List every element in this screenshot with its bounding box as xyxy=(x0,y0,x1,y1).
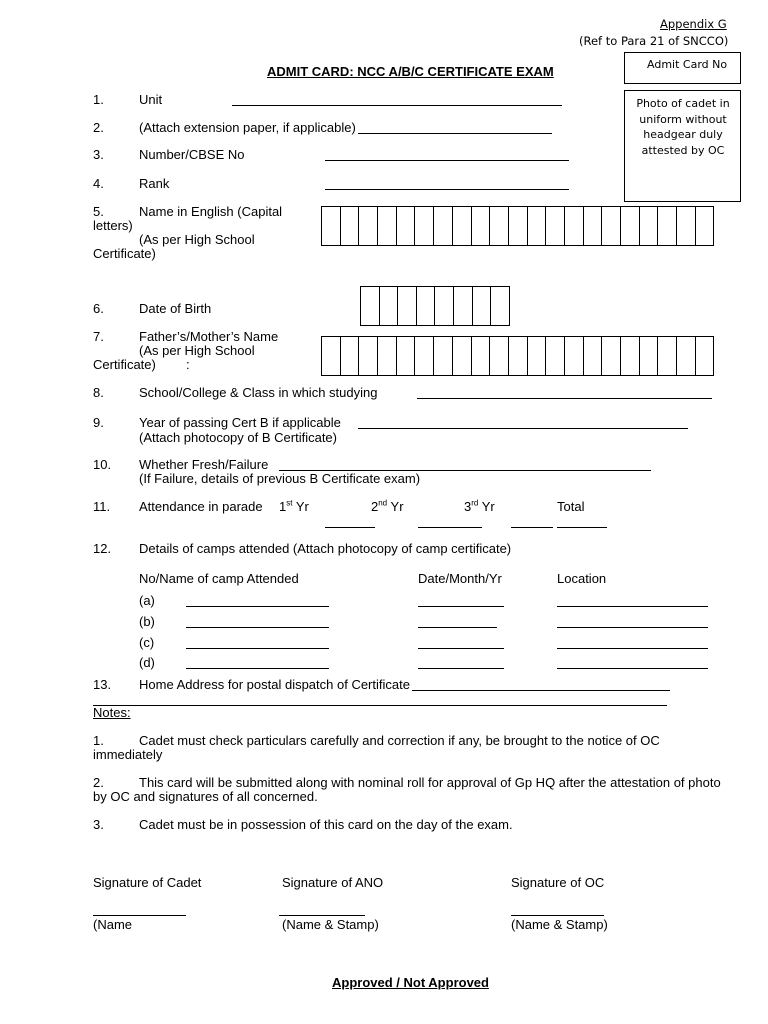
camp-date-field[interactable] xyxy=(418,668,504,669)
item-number: 2. xyxy=(93,120,104,135)
digit-box[interactable] xyxy=(361,286,380,326)
photo-box[interactable] xyxy=(624,90,741,202)
extension-paper-field[interactable] xyxy=(358,133,552,134)
letter-box[interactable] xyxy=(677,336,696,376)
letter-box[interactable] xyxy=(322,336,341,376)
rank-label: Rank xyxy=(139,176,170,191)
home-address-field-line2[interactable] xyxy=(93,705,667,706)
camp-location-field[interactable] xyxy=(557,668,708,669)
letter-box[interactable] xyxy=(359,336,378,376)
cbse-number-field[interactable] xyxy=(325,160,569,161)
letter-box[interactable] xyxy=(546,336,565,376)
parent-name-boxes[interactable] xyxy=(321,336,714,376)
item-number: 11. xyxy=(93,499,111,514)
letter-box[interactable] xyxy=(528,206,547,246)
letter-box[interactable] xyxy=(472,336,491,376)
letter-box[interactable] xyxy=(640,336,659,376)
letter-box[interactable] xyxy=(341,336,360,376)
third-year-label: 3rd Yr xyxy=(464,498,495,514)
dob-boxes[interactable] xyxy=(360,286,510,326)
letter-box[interactable] xyxy=(434,206,453,246)
school-class-label: School/College & Class in which studying xyxy=(139,385,378,400)
rank-field[interactable] xyxy=(325,189,569,190)
name-english-label-cont: letters) xyxy=(93,218,133,233)
name-english-label: Name in English (Capital xyxy=(139,204,283,219)
item-number: 10. xyxy=(93,457,112,472)
camp-date-field[interactable] xyxy=(418,606,504,607)
camp-date-field[interactable] xyxy=(418,648,504,649)
camp-row-label: (d) xyxy=(139,655,155,670)
cbse-number-label: Number/CBSE No xyxy=(139,147,245,162)
note-3: Cadet must be in possession of this card on the day of the exam. xyxy=(139,817,513,832)
letter-box[interactable] xyxy=(658,206,677,246)
signature-oc-field[interactable] xyxy=(511,915,604,916)
signature-cadet-label: Signature of Cadet xyxy=(93,875,202,890)
letter-box[interactable] xyxy=(528,336,547,376)
digit-box[interactable] xyxy=(491,286,510,326)
oc-name-stamp-label: (Name & Stamp) xyxy=(511,917,608,932)
second-year-label: 2nd Yr xyxy=(371,498,404,514)
camp-row-label: (a) xyxy=(139,593,155,608)
cert-b-year-label: Year of passing Cert B if applicable xyxy=(139,415,341,430)
camp-name-field[interactable] xyxy=(186,648,329,649)
camp-name-field[interactable] xyxy=(186,668,329,669)
item-number: 4. xyxy=(93,176,104,191)
total-field[interactable] xyxy=(557,527,607,528)
digit-box[interactable] xyxy=(473,286,492,326)
letter-box[interactable] xyxy=(602,336,621,376)
letter-box[interactable] xyxy=(453,206,472,246)
signature-ano-label: Signature of ANO xyxy=(282,875,384,890)
name-english-boxes[interactable] xyxy=(321,206,714,246)
letter-box[interactable] xyxy=(621,336,640,376)
cert-b-year-field[interactable] xyxy=(358,428,688,429)
letter-box[interactable] xyxy=(415,336,434,376)
approval-status: Approved / Not Approved xyxy=(332,975,489,990)
item-number: 3. xyxy=(93,147,104,162)
fresh-failure-note: (If Failure, details of previous B Certificate exam) xyxy=(139,471,421,486)
letter-box[interactable] xyxy=(696,206,715,246)
fresh-failure-field[interactable] xyxy=(279,470,651,471)
name-english-note: (As per High School xyxy=(139,232,255,247)
note-1-cont: immediately xyxy=(93,747,163,762)
item-number: 12. xyxy=(93,541,112,556)
item-number: 13. xyxy=(93,677,112,692)
letter-box[interactable] xyxy=(378,206,397,246)
digit-box[interactable] xyxy=(398,286,417,326)
parent-name-label: Father’s/Mother’s Name xyxy=(139,329,279,344)
signature-ano-field[interactable] xyxy=(279,915,365,916)
camp-name-header: No/Name of camp Attended xyxy=(139,571,299,586)
note-number: 3. xyxy=(93,817,104,832)
extension-paper-label: (Attach extension paper, if applicable) xyxy=(139,120,356,135)
appendix-label: Appendix G xyxy=(660,17,727,31)
letter-box[interactable] xyxy=(546,206,565,246)
parent-name-note: (As per High School xyxy=(139,343,255,358)
colon: : xyxy=(186,357,190,372)
cadet-name-label: (Name xyxy=(93,917,133,932)
letter-box[interactable] xyxy=(696,336,715,376)
letter-box[interactable] xyxy=(565,206,584,246)
item-number: 5. xyxy=(93,204,104,219)
cert-b-note: (Attach photocopy of B Certificate) xyxy=(139,430,337,445)
photo-box-text: Photo of cadet in uniform without headgear duly attested by OC xyxy=(636,97,730,157)
name-english-note-cont: Certificate) xyxy=(93,246,156,261)
item-number: 8. xyxy=(93,385,104,400)
camp-location-field[interactable] xyxy=(557,627,708,628)
letter-box[interactable] xyxy=(509,336,528,376)
camps-label: Details of camps attended (Attach photocopy of camp certificate) xyxy=(139,541,512,556)
letter-box[interactable] xyxy=(565,336,584,376)
admit-card-no-label: Admit Card No xyxy=(647,58,728,71)
camp-date-header: Date/Month/Yr xyxy=(418,571,502,586)
letter-box[interactable] xyxy=(677,206,696,246)
attendance-label: Attendance in parade xyxy=(139,499,263,514)
camp-name-field[interactable] xyxy=(186,606,329,607)
admit-card-no-box[interactable] xyxy=(624,52,741,84)
letter-box[interactable] xyxy=(584,206,603,246)
fresh-failure-label: Whether Fresh/Failure xyxy=(139,457,269,472)
unit-label: Unit xyxy=(139,92,163,107)
dob-label: Date of Birth xyxy=(139,301,212,316)
letter-box[interactable] xyxy=(341,206,360,246)
item-number: 1. xyxy=(93,92,104,107)
letter-box[interactable] xyxy=(359,206,378,246)
letter-box[interactable] xyxy=(378,336,397,376)
home-address-label: Home Address for postal dispatch of Certificate xyxy=(139,677,410,692)
letter-box[interactable] xyxy=(658,336,677,376)
digit-box[interactable] xyxy=(380,286,399,326)
camp-name-field[interactable] xyxy=(186,627,329,628)
digit-box[interactable] xyxy=(454,286,473,326)
digit-box[interactable] xyxy=(417,286,436,326)
item-number: 7. xyxy=(93,329,104,344)
camp-row-label: (b) xyxy=(139,614,155,629)
note-number: 1. xyxy=(93,733,104,748)
camp-row-label: (c) xyxy=(139,635,155,650)
letter-box[interactable] xyxy=(434,336,453,376)
camp-location-field[interactable] xyxy=(557,648,708,649)
note-2-cont: by OC and signatures of all concerned. xyxy=(93,789,318,804)
item-number: 6. xyxy=(93,301,104,316)
second-year-field[interactable] xyxy=(418,527,482,528)
item-number: 9. xyxy=(93,415,104,430)
notes-heading: Notes: xyxy=(93,705,131,720)
page-title: ADMIT CARD: NCC A/B/C CERTIFICATE EXAM xyxy=(267,64,554,79)
letter-box[interactable] xyxy=(621,206,640,246)
camp-location-field[interactable] xyxy=(557,606,708,607)
letter-box[interactable] xyxy=(490,336,509,376)
letter-box[interactable] xyxy=(509,206,528,246)
letter-box[interactable] xyxy=(397,206,416,246)
parent-name-note-cont: Certificate) xyxy=(93,357,156,372)
letter-box[interactable] xyxy=(584,336,603,376)
letter-box[interactable] xyxy=(453,336,472,376)
letter-box[interactable] xyxy=(415,206,434,246)
signature-cadet-field[interactable] xyxy=(93,915,186,916)
unit-field[interactable] xyxy=(232,105,562,106)
first-year-field[interactable] xyxy=(325,527,375,528)
letter-box[interactable] xyxy=(322,206,341,246)
letter-box[interactable] xyxy=(602,206,621,246)
note-2: This card will be submitted along with nominal roll for approval of Gp HQ after the attestation of photo xyxy=(139,775,721,790)
letter-box[interactable] xyxy=(490,206,509,246)
note-number: 2. xyxy=(93,775,104,790)
letter-box[interactable] xyxy=(472,206,491,246)
camp-date-field[interactable] xyxy=(418,627,497,628)
letter-box[interactable] xyxy=(640,206,659,246)
signature-oc-label: Signature of OC xyxy=(511,875,605,890)
total-label: Total xyxy=(557,499,585,514)
camp-location-header: Location xyxy=(557,571,607,586)
note-1: Cadet must check particulars carefully and correction if any, be brought to the notice of OC xyxy=(139,733,660,748)
digit-box[interactable] xyxy=(435,286,454,326)
school-class-field[interactable] xyxy=(417,398,712,399)
ano-name-stamp-label: (Name & Stamp) xyxy=(282,917,379,932)
third-year-field[interactable] xyxy=(511,527,553,528)
first-year-label: 1st Yr xyxy=(279,498,309,514)
reference-text: (Ref to Para 21 of SNCCO) xyxy=(579,34,729,48)
home-address-field[interactable] xyxy=(412,690,670,691)
letter-box[interactable] xyxy=(397,336,416,376)
